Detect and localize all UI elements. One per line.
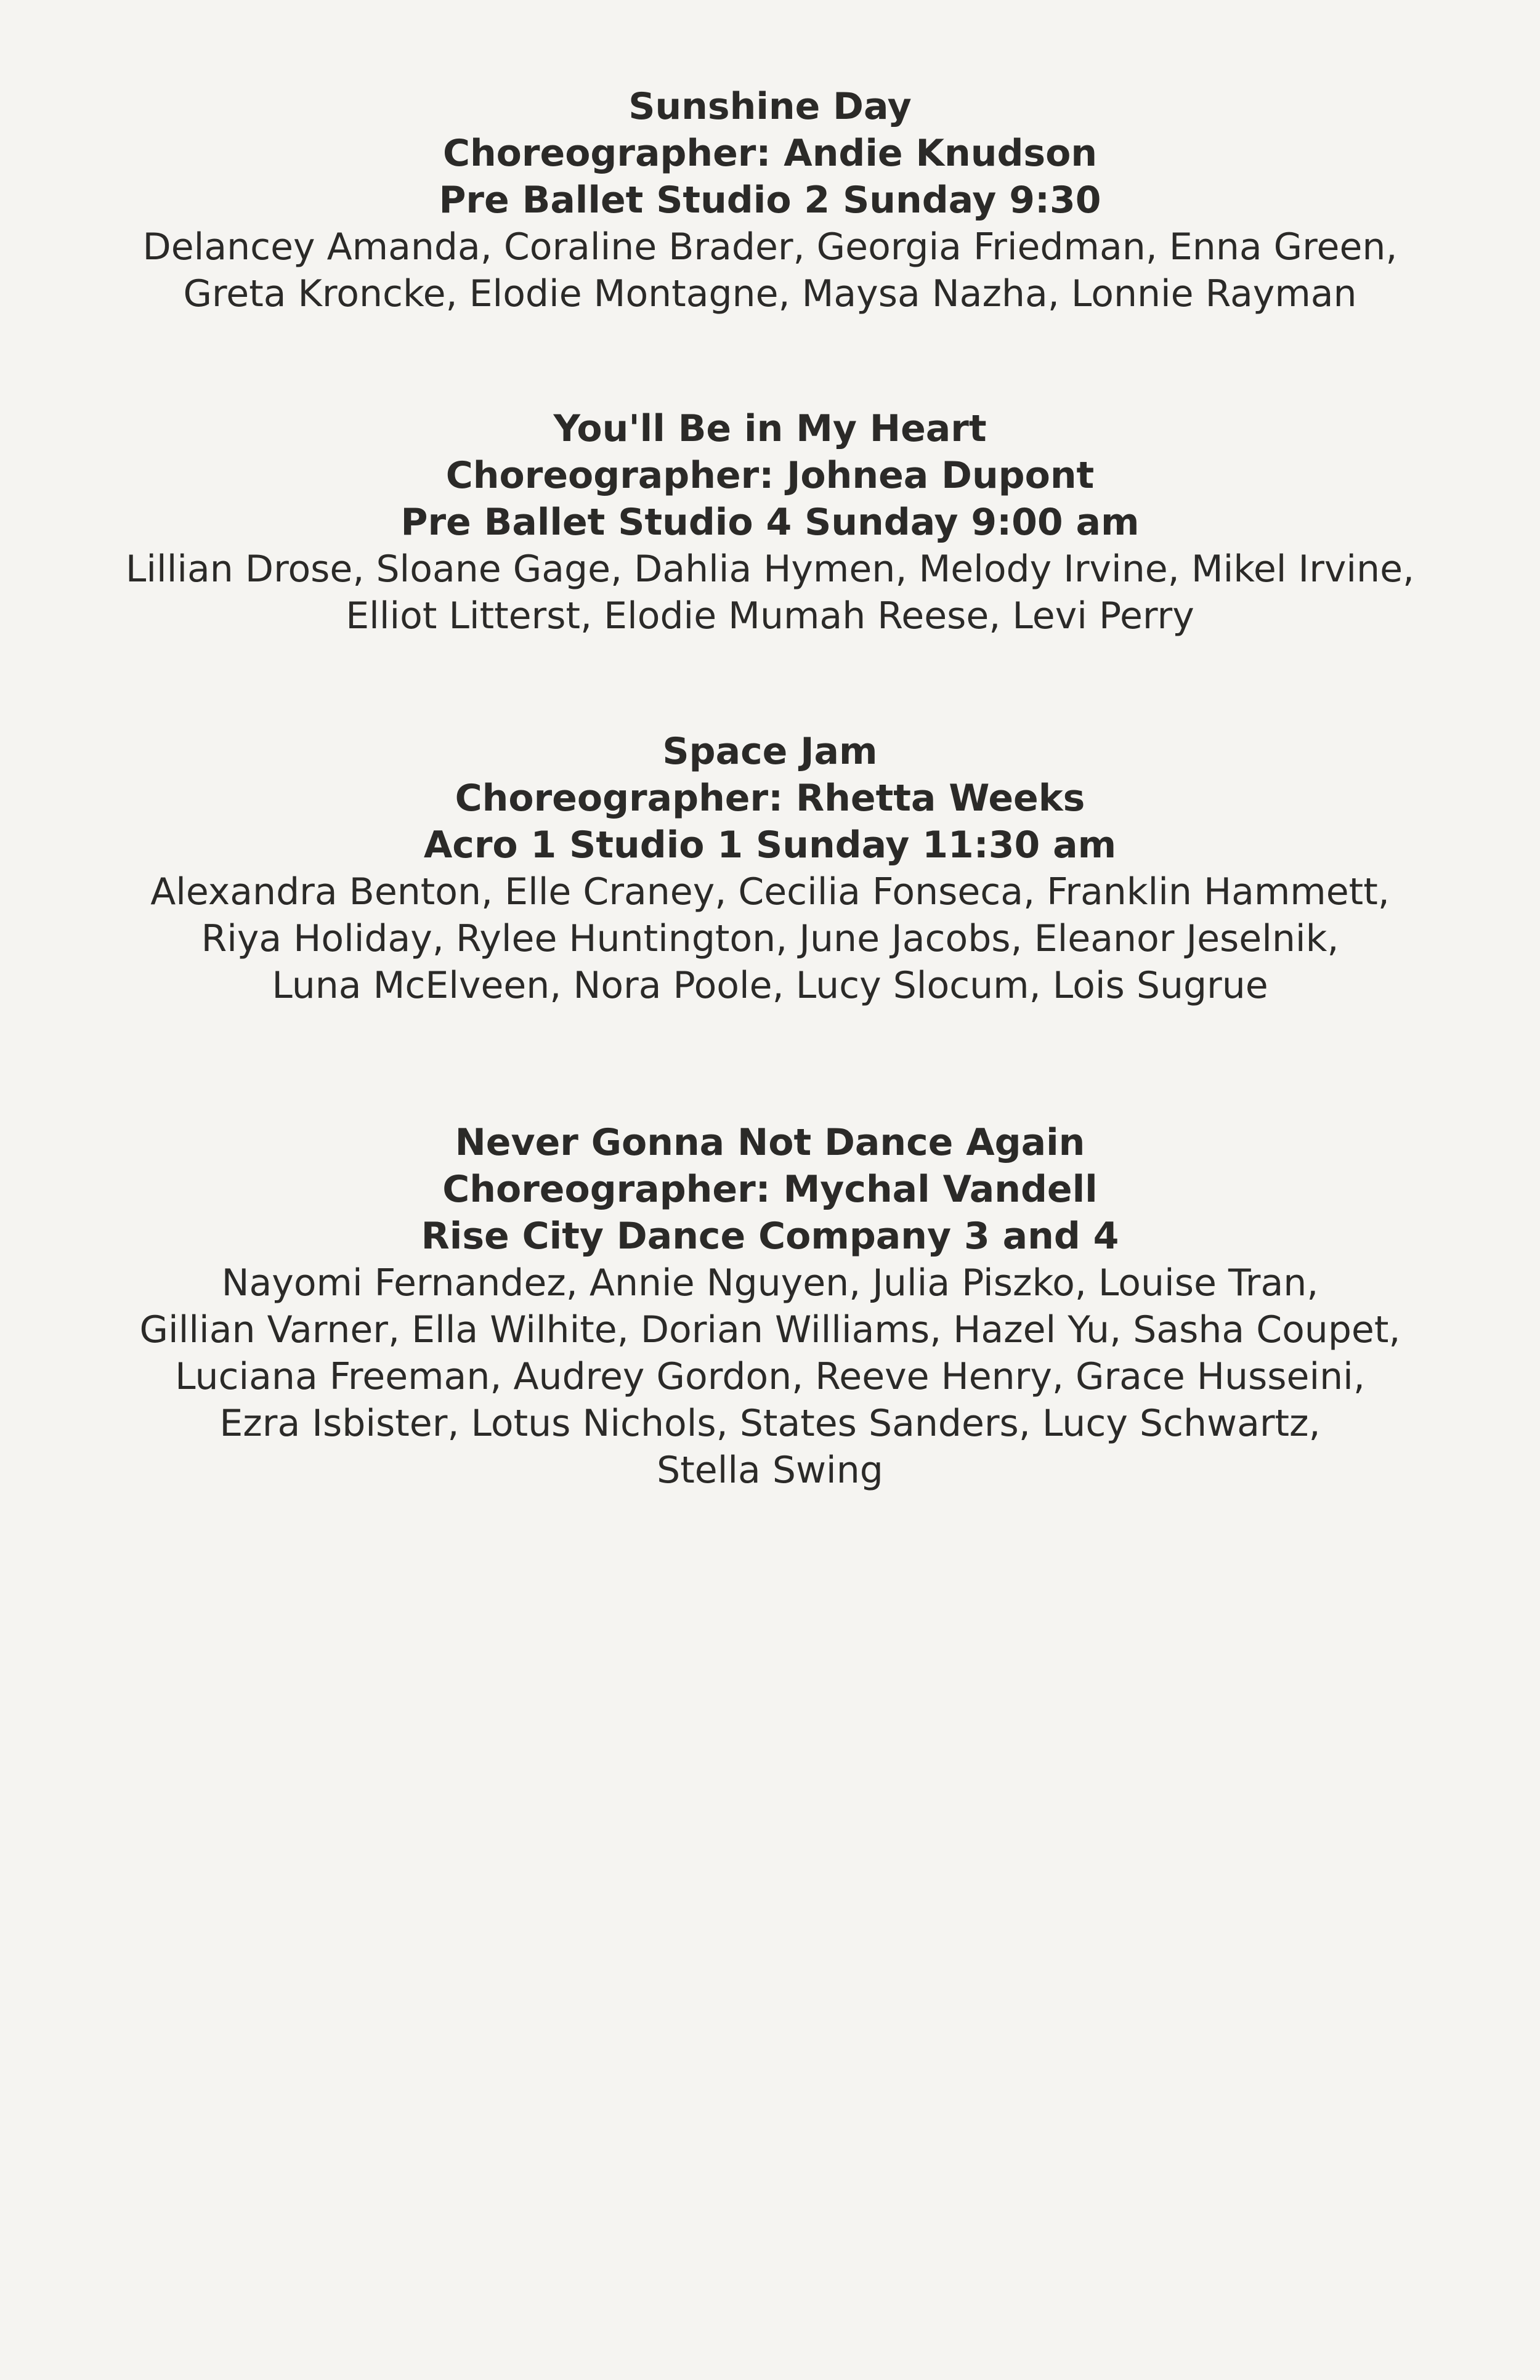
dancer-list-line: Ezra Isbister, Lotus Nichols, States Sanders, Lucy Schwartz,: [219, 1402, 1321, 1445]
dancer-list-line: Alexandra Benton, Elle Craney, Cecilia Fonseca, Franklin Hammett,: [150, 870, 1390, 913]
piece-title: Sunshine Day: [628, 85, 912, 128]
piece-block-sunshine-day: [92, 83, 1448, 317]
dancer-list-line: Lillian Drose, Sloane Gage, Dahlia Hymen, Melody Irvine, Mikel Irvine,: [125, 548, 1415, 591]
dancer-list-line: Riya Holiday, Rylee Huntington, June Jacobs, Eleanor Jeselnik,: [201, 917, 1339, 960]
piece-class-info: Pre Ballet Studio 4 Sunday 9:00 am: [400, 501, 1140, 544]
piece-choreographer: Choreographer: Rhetta Weeks: [455, 777, 1085, 820]
dancer-list-line: Stella Swing: [657, 1449, 883, 1492]
piece-block-space-jam: [92, 728, 1448, 1009]
dancer-list-line: Luna McElveen, Nora Poole, Lucy Slocum, Lois Sugrue: [272, 964, 1268, 1007]
piece-choreographer: Choreographer: Johnea Dupont: [445, 454, 1095, 497]
piece-block-never-gonna-not-dance-again: [92, 1119, 1448, 1494]
dancer-list-line: Greta Kroncke, Elodie Montagne, Maysa Nazha, Lonnie Rayman: [183, 272, 1357, 315]
piece-block-youll-be-in-my-heart: [92, 405, 1448, 639]
dancer-list-line: Gillian Varner, Ella Wilhite, Dorian Williams, Hazel Yu, Sasha Coupet,: [139, 1308, 1401, 1351]
piece-title: You'll Be in My Heart: [553, 407, 987, 450]
dancer-list-line: Elliot Litterst, Elodie Mumah Reese, Levi Perry: [346, 594, 1194, 638]
dancer-list-line: Delancey Amanda, Coraline Brader, Georgia Friedman, Enna Green,: [142, 225, 1398, 269]
piece-class-info: Acro 1 Studio 1 Sunday 11:30 am: [423, 824, 1117, 867]
piece-choreographer: Choreographer: Andie Knudson: [442, 132, 1098, 175]
piece-class-info: Pre Ballet Studio 2 Sunday 9:30: [439, 179, 1101, 222]
piece-title: Never Gonna Not Dance Again: [455, 1121, 1085, 1164]
piece-class-info: Rise City Dance Company 3 and 4: [421, 1215, 1119, 1258]
piece-choreographer: Choreographer: Mychal Vandell: [442, 1168, 1098, 1211]
dancer-list-line: Nayomi Fernandez, Annie Nguyen, Julia Piszko, Louise Tran,: [221, 1261, 1319, 1305]
piece-title: Space Jam: [662, 730, 878, 773]
dancer-list-line: Luciana Freeman, Audrey Gordon, Reeve Henry, Grace Husseini,: [175, 1355, 1365, 1398]
